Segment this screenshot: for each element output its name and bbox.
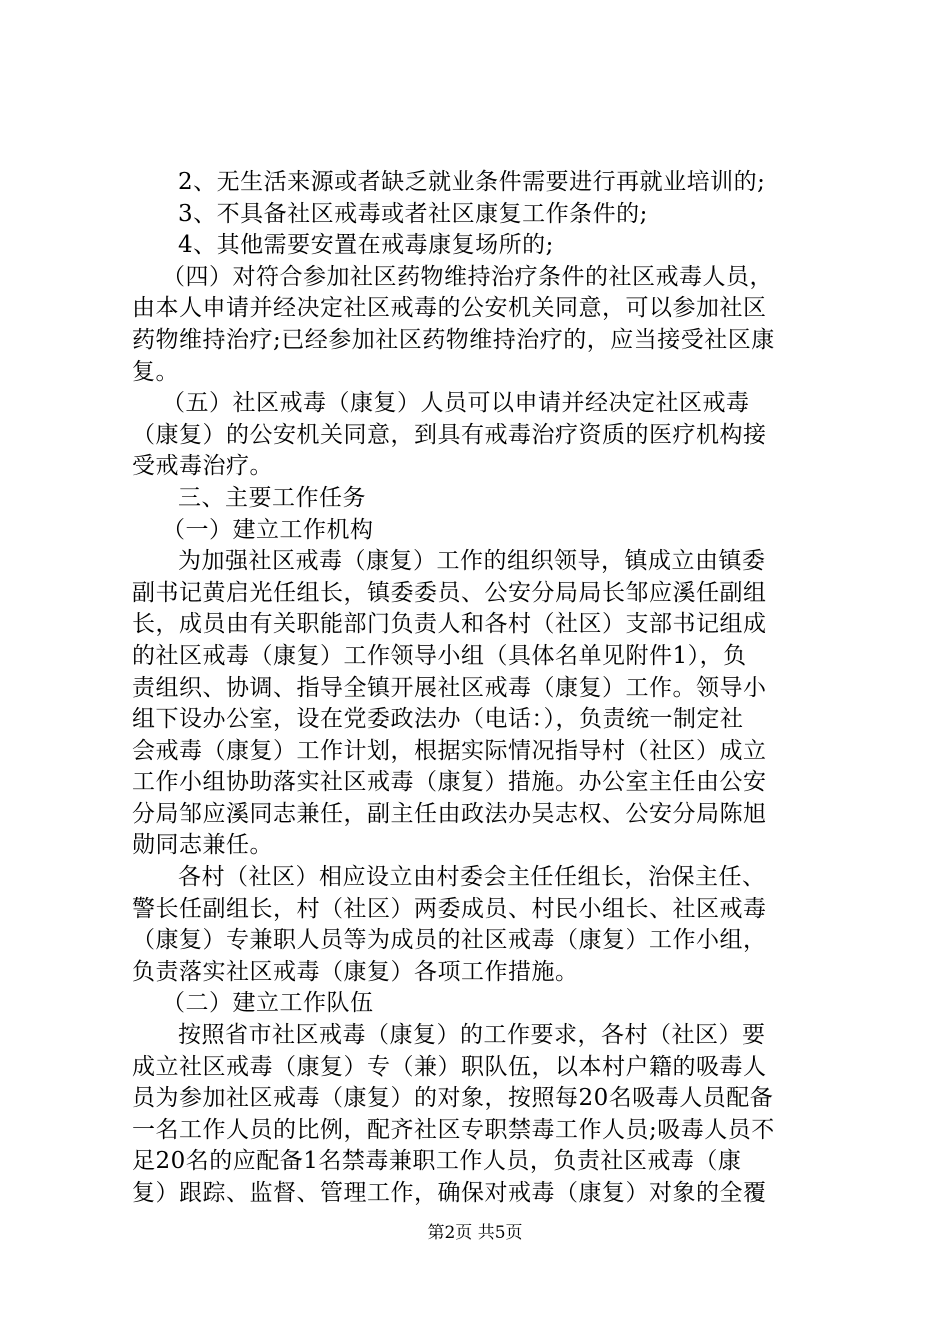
text-line: 成立社区戒毒（康复）专（兼）职队伍，以本村户籍的吸毒人 [132,1053,767,1080]
text-line: （康复）专兼职人员等为成员的社区戒毒（康复）工作小组， [132,927,767,954]
text-line: 员为参加社区戒毒（康复）的对象，按照每20名吸毒人员配备 [132,1085,774,1112]
text-line: （二）建立工作队伍 [162,990,374,1017]
text-line: 药物维持治疗;已经参加社区药物维持治疗的，应当接受社区康 [132,326,775,353]
text-line: 责组织、协调、指导全镇开展社区戒毒（康复）工作。领导小 [132,674,767,701]
text-line: 2、无生活来源或者缺乏就业条件需要进行再就业培训的; [178,169,766,195]
text-line: 三、主要工作任务 [178,484,366,511]
text-line: 警长任副组长，村（社区）两委成员、村民小组长、社区戒毒 [132,895,767,922]
text-line: （康复）的公安机关同意，到具有戒毒治疗资质的医疗机构接 [132,421,767,448]
text-line: 分局邹应溪同志兼任，副主任由政法办吴志权、公安分局陈旭 [132,800,767,827]
text-line: （四）对符合参加社区药物维持治疗条件的社区戒毒人员， [162,263,773,290]
text-line: 3、不具备社区戒毒或者社区康复工作条件的; [178,200,648,227]
text-line: （一）建立工作机构 [162,516,374,543]
text-line: 按照省市社区戒毒（康复）的工作要求，各村（社区）要 [178,1022,766,1049]
text-line: 的社区戒毒（康复）工作领导小组（具体名单见附件1），负 [132,642,747,669]
text-line: 负责落实社区戒毒（康复）各项工作措施。 [132,958,579,985]
text-line: 工作小组协助落实社区戒毒（康复）措施。办公室主任由公安 [132,769,767,796]
text-line: 足20名的应配备1名禁毒兼职工作人员，负责社区戒毒（康 [132,1148,742,1175]
text-line: （五）社区戒毒（康复）人员可以申请并经决定社区戒毒 [162,390,750,417]
document-body [132,167,832,1210]
text-line: 副书记黄启光任组长，镇委委员、公安分局局长邹应溪任副组 [132,579,767,606]
text-line: 4、其他需要安置在戒毒康复场所的; [178,232,554,259]
text-line: 由本人申请并经决定社区戒毒的公安机关同意，可以参加社区 [132,295,767,322]
text-line: 会戒毒（康复）工作计划，根据实际情况指导村（社区）成立 [132,737,767,764]
text-line: 各村（社区）相应设立由村委会主任任组长，治保主任、 [178,864,766,891]
text-line: 勋同志兼任。 [132,832,273,859]
text-line: 组下设办公室，设在党委政法办（电话：），负责统一制定社 [132,706,744,733]
text-line: 长，成员由有关职能部门负责人和各村（社区）支部书记组成 [132,611,767,638]
text-line: 受戒毒治疗。 [132,453,273,480]
text-line: 复。 [132,358,179,385]
page-footer: 第2页 共5页 [427,1223,523,1243]
text-line: 一名工作人员的比例，配齐社区专职禁毒工作人员;吸毒人员不 [132,1116,775,1143]
text-line: 复）跟踪、监督、管理工作，确保对戒毒（康复）对象的全覆 [132,1180,767,1206]
text-line: 为加强社区戒毒（康复）工作的组织领导，镇成立由镇委 [178,548,766,575]
